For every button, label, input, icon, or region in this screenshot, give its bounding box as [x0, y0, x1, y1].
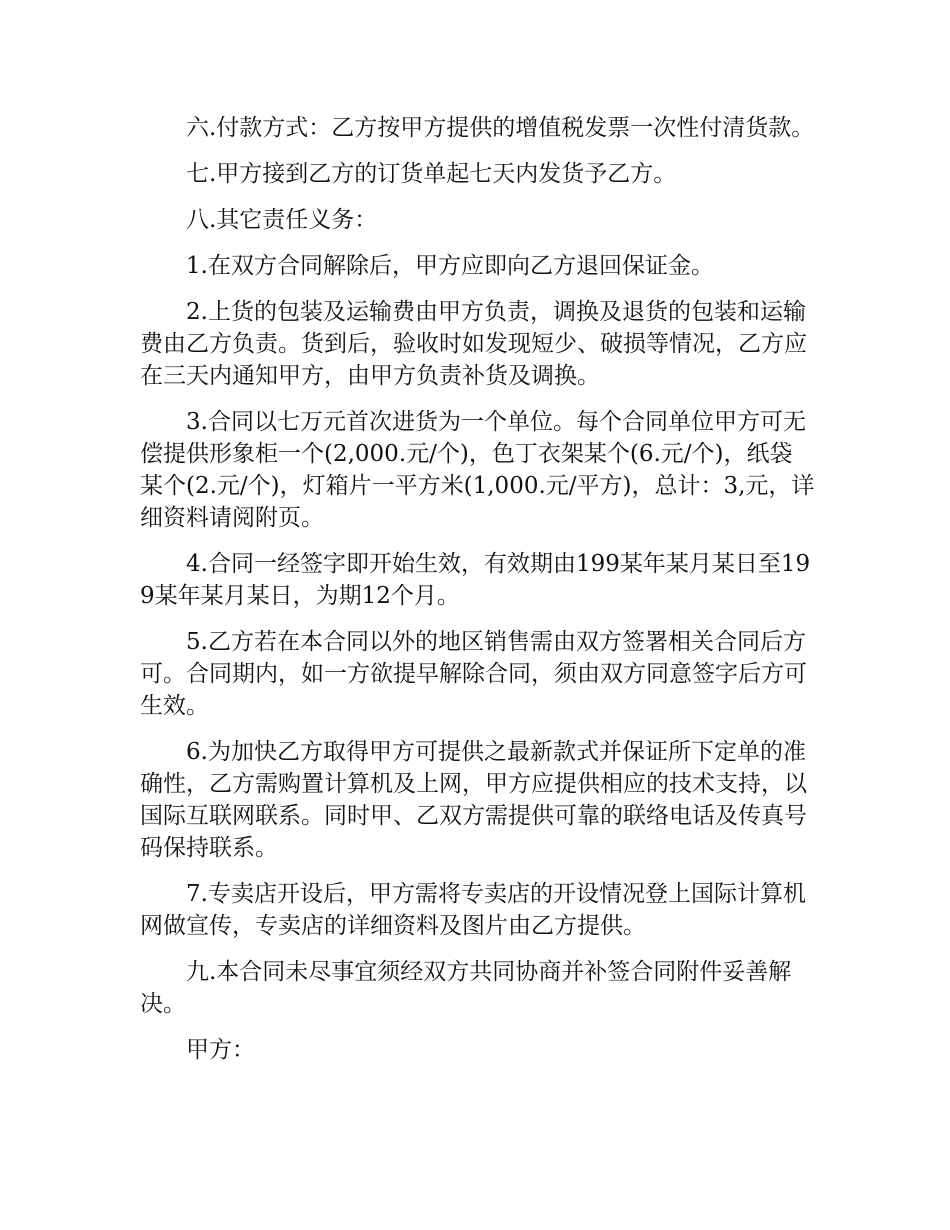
- obligation-item-5: 5.乙方若在本合同以外的地区销售需由双方签署相关合同后方可。合同期内，如一方欲提早解除合同，须由双方同意签字后方可生效。: [140, 629, 807, 719]
- obligation-item-4: 4.合同一经签字即开始生效，有效期由199某年某月某日至199某年某月某日，为期12个月。: [140, 551, 811, 609]
- clause-other-obligations-heading: 八.其它责任义务：: [186, 207, 378, 233]
- obligation-item-7: 7.专卖店开设后，甲方需将专卖店的开设情况登上国际计算机网做宣传，专卖店的详细资料及图片由乙方提供。: [140, 881, 806, 939]
- obligation-item-1: 1.在双方合同解除后，甲方应即向乙方退回保证金。: [186, 253, 714, 279]
- obligation-item-6: 6.为加快乙方取得甲方可提供之最新款式并保证所下定单的准确性，乙方需购置计算机及上网，甲方应提供相应的技术支持，以国际互联网联系。同时甲、乙双方需提供可靠的联络电话及传真号码保持联系。: [140, 739, 807, 861]
- clause-payment-method: 六.付款方式：乙方按甲方提供的增值税发票一次性付清货款。: [186, 115, 815, 141]
- clause-delivery: 七.甲方接到乙方的订货单起七天内发货予乙方。: [186, 161, 677, 187]
- obligation-item-3: 3.合同以七万元首次进货为一个单位。每个合同单位甲方可无偿提供形象柜一个(2,000.元/个)，色丁衣架某个(6.元/个)，纸袋某个(2.元/个)，灯箱片一平方米(1,000.元/平方)，总计：3,元，详细资料请阅附页。: [140, 409, 815, 531]
- clause-unresolved-matters: 九.本合同未尽事宜须经双方共同协商并补签合同附件妥善解决。: [140, 959, 792, 1017]
- obligation-item-2: 2.上货的包装及运输费由甲方负责，调换及退货的包装和运输费由乙方负责。货到后，验收时如发现短少、破损等情况，乙方应在三天内通知甲方，由甲方负责补货及调换。: [140, 299, 807, 389]
- party-a-signature-label: 甲方：: [186, 1037, 255, 1063]
- document-body: [140, 112, 815, 1080]
